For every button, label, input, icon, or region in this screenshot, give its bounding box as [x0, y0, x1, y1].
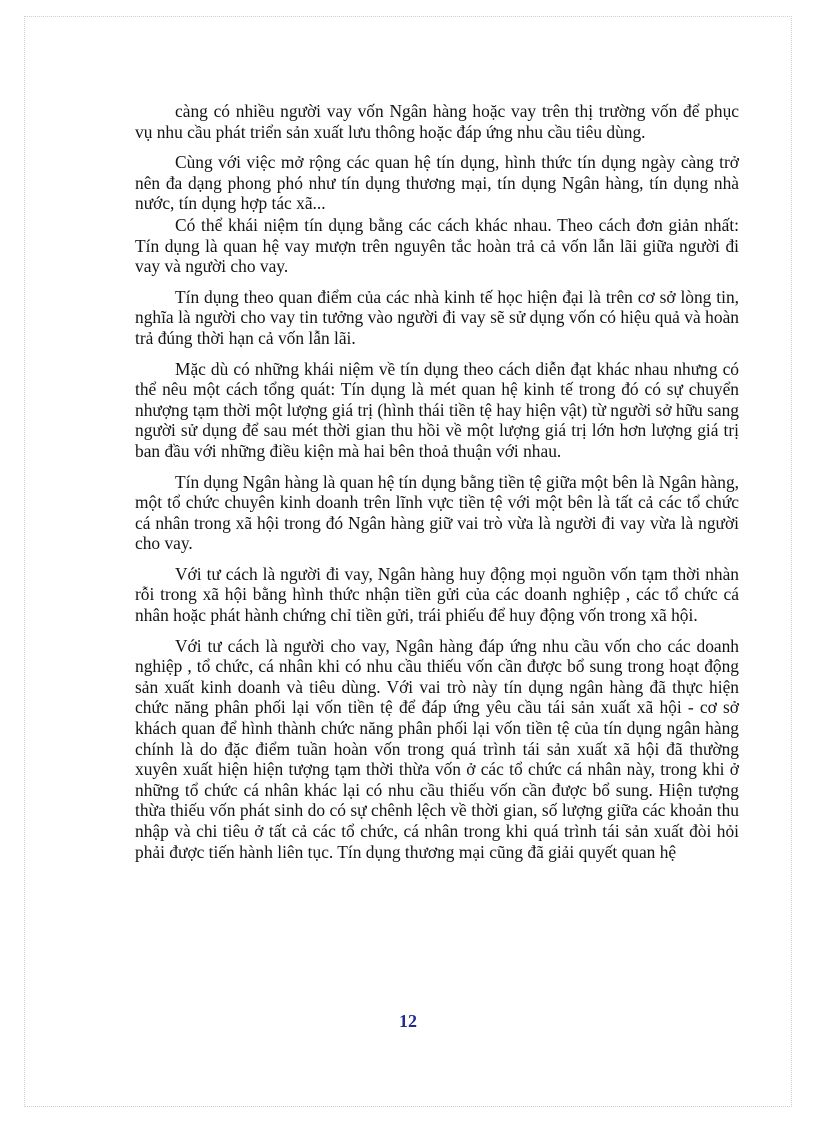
paragraph-6: Tín dụng Ngân hàng là quan hệ tín dụng bằng tiền tệ giữa một bên là Ngân hàng, một tổ chức chuyên kinh doanh trên lĩnh vực tiền tệ với một bên là tất cả các tổ chức cá nhân trong xã hội trong đó Ngân hàng giữ vai trò vừa là người đi vay vừa là người cho vay. — [135, 471, 739, 554]
paragraph-8: Với tư cách là người cho vay, Ngân hàng đáp ứng nhu cầu vốn cho các doanh nghiệp , tổ chức, cá nhân khi có nhu cầu thiếu vốn cần được bổ sung trong hoạt động sản xuất kinh doanh và tiêu dùng. Với vai trò này tín dụng ngân hàng đã thực hiện chức năng phân phối lại vốn tiền tệ để đáp ứng yêu cầu tái sản xuất xã hội - cơ sở khách quan để hình thành chức năng phân phối lại vốn tiền tệ của tín dụng ngân hàng chính là do đặc điểm tuần hoàn vốn trong quá trình tái sản xuất xã hội đã thường xuyên xuất hiện hiện tượng tạm thời thừa vốn ở các tổ chức cá nhân này, trong khi ở những tổ chức cá nhân khác lại có nhu cầu thiếu vốn cần được bổ sung. Hiện tượng thừa thiếu vốn phát sinh do có sự chênh lệch về thời gian, số lượng giữa các khoản thu nhập và chi tiêu ở tất cả các tổ chức, cá nhân trong khi quá trình tái sản xuất đòi hỏi phải được tiến hành liên tục. Tín dụng thương mại cũng đã giải quyết quan hệ — [135, 635, 739, 862]
paragraph-3: Có thể khái niệm tín dụng bằng các cách khác nhau. Theo cách đơn giản nhất: Tín dụng là quan hệ vay mượn trên nguyên tắc hoàn trả cả vốn lẫn lãi giữa người đi vay và người cho vay. — [135, 214, 739, 277]
paragraph-4: Tín dụng theo quan điểm của các nhà kinh tế học hiện đại là trên cơ sở lòng tin, nghĩa là người cho vay tin tưởng vào người đi vay sẽ sử dụng vốn có hiệu quả và hoàn trả đúng thời hạn cả vốn lẫn lãi. — [135, 286, 739, 348]
paragraph-5: Mặc dù có những khái niệm về tín dụng theo cách diễn đạt khác nhau nhưng có thể nêu một cách tổng quát: Tín dụng là mét quan hệ kinh tế trong đó có sự chuyển nhượng tạm thời một lượng giá trị (hình thái tiền tệ hay hiện vật) từ người sở hữu sang người sử dụng để sau mét thời gian thu hồi về một lượng giá trị lớn hơn lượng giá trị ban đầu với những điều kiện mà hai bên thoả thuận với nhau. — [135, 358, 739, 461]
paragraph-2: Cùng với việc mở rộng các quan hệ tín dụng, hình thức tín dụng ngày càng trở nên đa dạng phong phó như tín dụng thương mại, tín dụng Ngân hàng, tín dụng nhà nước, tín dụng hợp tác xã... — [135, 152, 739, 214]
document-body — [135, 101, 739, 872]
page-number: 12 — [399, 1011, 417, 1031]
paragraph-7: Với tư cách là người đi vay, Ngân hàng huy động mọi nguồn vốn tạm thời nhàn rỗi trong xã hội bằng hình thức nhận tiền gửi của các doanh nghiệp , các tổ chức cá nhân hoặc phát hành chứng chỉ tiền gửi, trái phiếu để huy động vốn trong xã hội. — [135, 563, 739, 626]
paragraph-1: càng có nhiều người vay vốn Ngân hàng hoặc vay trên thị trường vốn để phục vụ nhu cầu phát triển sản xuất lưu thông hoặc đáp ứng nhu cầu tiêu dùng. — [135, 101, 739, 142]
